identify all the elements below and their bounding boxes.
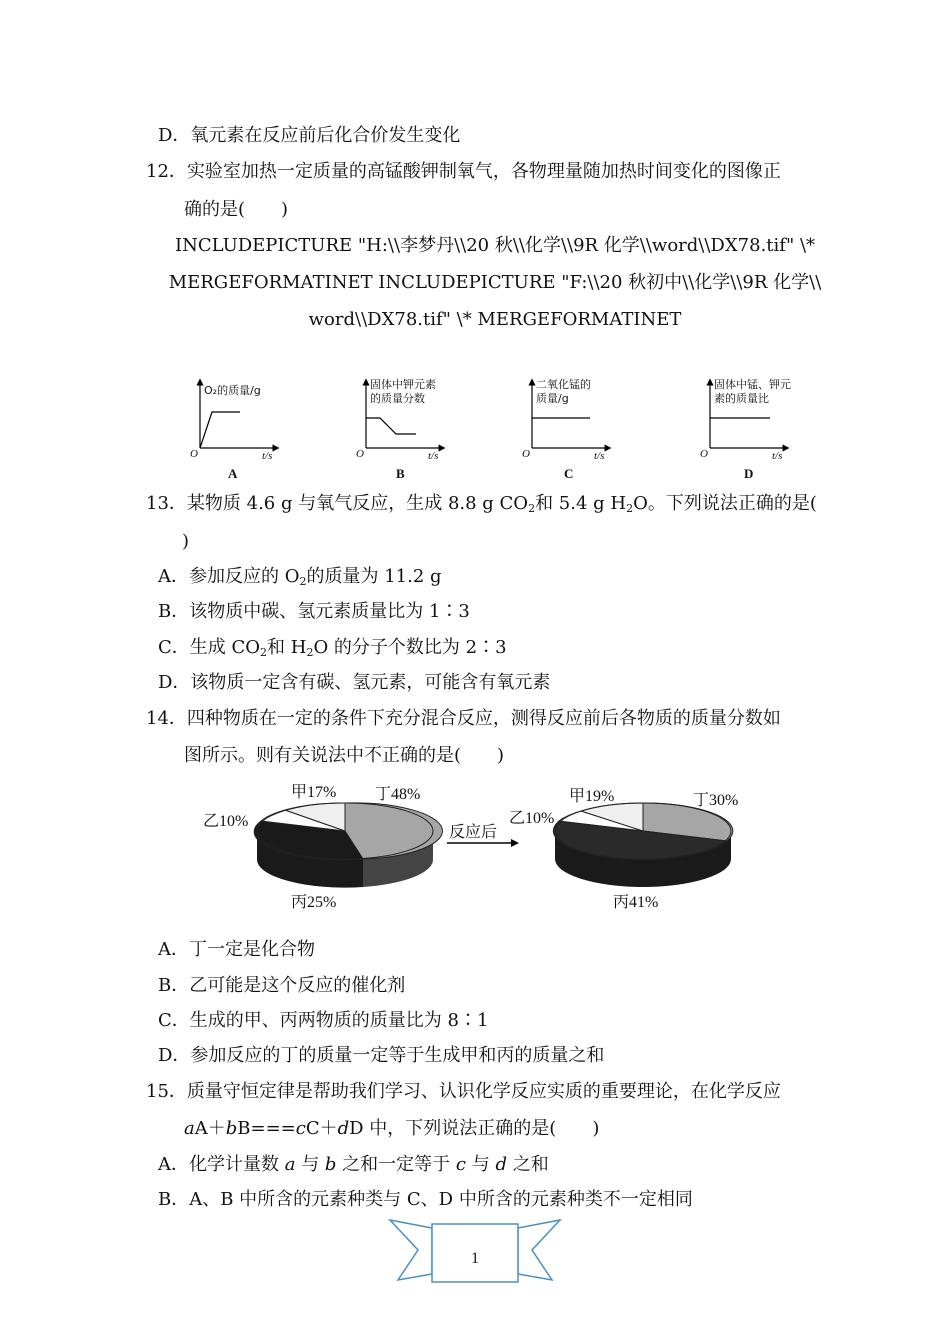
q13-option-a: A．参加反应的 $O_2$的质量为 11.2 g [158,566,442,588]
q12-field-code-line1: INCLUDEPICTURE "H:\\李梦丹\\20 秋\\化学\\9R 化学\\word\\DX78.tif" \* [174,235,816,256]
q13-stem-line1: 13．某物质 4.6 g 与氧气反应，生成 8.8 g $CO_2$和 5.4 g $H_2O$。下列说法正确的是( [146,493,817,515]
graph-a [184,372,304,490]
pie-after-yi-label: 乙10% [509,810,555,827]
graph-a-ylabel: O₂的质量/g [204,384,261,397]
pie-before-jia-label: 甲17% [291,784,337,801]
graph-c-caption: C [564,466,574,481]
q13-option-d: D．该物质一定含有碳、氢元素，可能含有氧元素 [158,672,551,693]
q14-option-c: C．生成的甲、丙两物质的质量比为 8∶1 [158,1010,489,1031]
pie-before-ding-label: 丁48% [375,786,421,803]
graph-b-origin: O [356,448,364,460]
q14-pie-svg [195,775,755,915]
arrow-label: 反应后 [449,824,498,841]
graph-a-origin: O [190,448,198,460]
q12-stem-line2: 确的是( ) [184,199,289,220]
q14-option-d: D．参加反应的丁的质量一定等于生成甲和丙的质量之和 [158,1045,605,1066]
graph-b [350,372,470,490]
graph-c-ylabel: 二氧化锰的 质量/g [536,378,591,405]
graph-d-caption: D [744,466,754,481]
q14-stem-line1: 14．四种物质在一定的条件下充分混合反应，测得反应前后各物质的质量分数如 [146,708,781,729]
pie-after-bing-label: 丙41% [613,894,659,911]
graph-b-xlabel: t/s [428,450,439,462]
graph-d-origin: O [700,448,708,460]
graph-c-xlabel: t/s [594,450,605,462]
graph-c [516,372,636,490]
graph-c-origin: O [522,448,530,460]
graph-d-xlabel: t/s [772,450,783,462]
page-footer-ribbon [0,1210,950,1320]
q12-stem-line1: 12．实验室加热一定质量的高锰酸钾制氧气，各物理量随加热时间变化的图像正 [146,161,781,182]
q15-equation-line: aA＋bB===cC＋dD 中，下列说法正确的是( ) [184,1118,600,1139]
graph-a-caption: A [228,466,238,481]
pie-before [254,803,442,888]
q12-field-code-line3: word\\DX78.tif" \* MERGEFORMATINET [308,309,682,330]
graph-a-xlabel: t/s [262,450,273,462]
q15-stem-line1: 15．质量守恒定律是帮助我们学习、认识化学反应实质的重要理论，在化学反应 [146,1081,781,1102]
q13-option-c: C．生成 $CO_2$和 $H_2O$ 的分子个数比为 2∶3 [158,637,507,659]
q15-option-b: B．A、B 中所含的元素种类与 C、D 中所含的元素种类不一定相同 [158,1189,693,1210]
q14-option-a: A．丁一定是化合物 [158,939,315,960]
pie-after-jia-label: 甲19% [569,788,615,805]
q13-stem-line2: ) [182,531,190,552]
q14-option-b: B．乙可能是这个反应的催化剂 [158,975,406,996]
pie-before-yi-label: 乙10% [203,813,249,830]
page-number: 1 [471,1250,479,1267]
q12-field-code-line2: MERGEFORMATINET INCLUDEPICTURE "F:\\20 秋初中\\化学\\9R 化学\\ [168,272,822,293]
q14-stem-line2: 图所示。则有关说法中不正确的是( ) [184,745,505,766]
q15-option-a: A．化学计量数 a 与 b 之和一定等于 c 与 d 之和 [158,1154,549,1175]
pie-after-ding-label: 丁30% [693,792,739,809]
q14-pie-figure [195,775,755,915]
graph-d-ylabel: 固体中锰、钾元 素的质量比 [714,378,791,405]
q12-graph-row [180,372,820,490]
q11-option-d: D．氧元素在反应前后化合价发生变化 [158,125,461,146]
pie-after [553,803,732,887]
graph-b-ylabel: 固体中钾元素 的质量分数 [370,378,436,405]
pie-before-bing-label: 丙25% [291,894,337,911]
q13-option-b: B．该物质中碳、氢元素质量比为 1∶3 [158,601,470,622]
graph-b-caption: B [396,466,405,481]
graph-d [698,372,818,490]
